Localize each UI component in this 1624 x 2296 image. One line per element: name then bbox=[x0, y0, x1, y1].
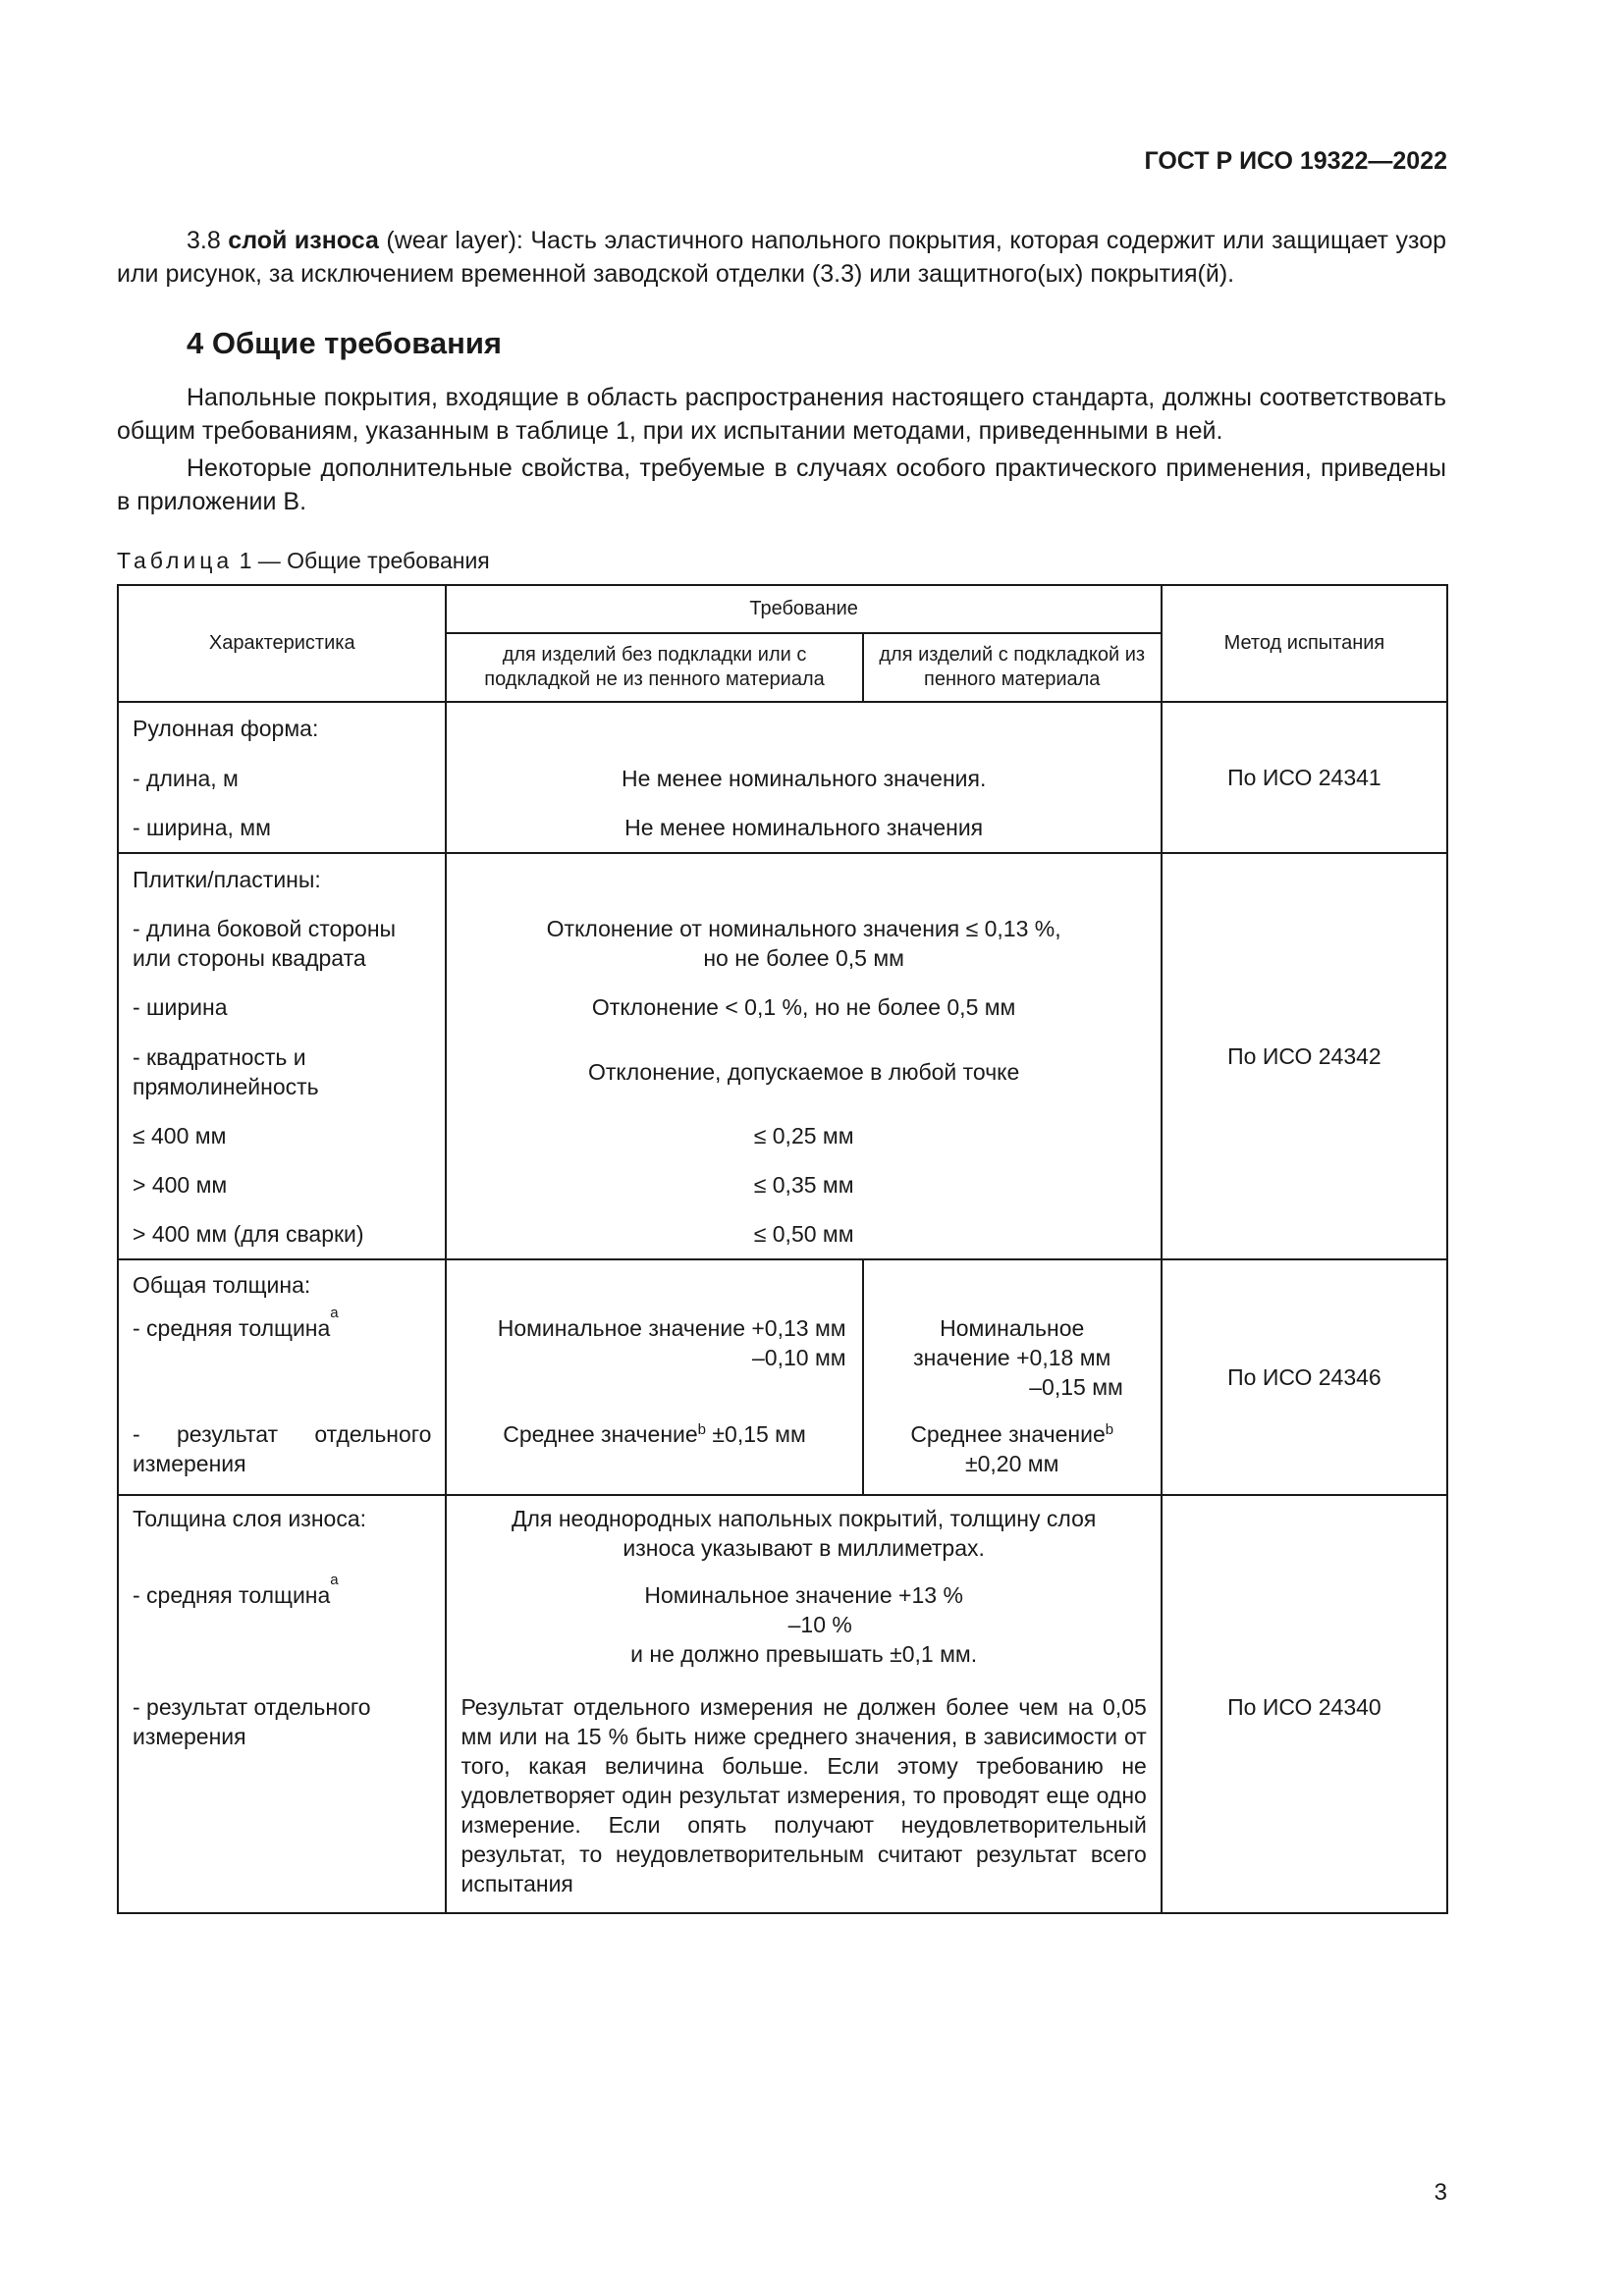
tiles-method: По ИСО 24342 bbox=[1162, 853, 1447, 1259]
wear-characteristics bbox=[118, 1495, 446, 1913]
header-req-no-foam: для изделий без подкладки или с подкладкой не из пенного материала bbox=[446, 633, 862, 702]
tiles-width-req: Отклонение < 0,1 %, но не более 0,5 мм bbox=[591, 994, 1016, 1020]
tiles-width-label: - ширина bbox=[133, 994, 228, 1020]
tiles-range2-req: ≤ 0,35 мм bbox=[753, 1172, 854, 1198]
table-caption bbox=[117, 548, 1446, 574]
term-definition bbox=[117, 224, 1446, 291]
tiles-range2-label: > 400 мм bbox=[133, 1172, 228, 1198]
requirements-table bbox=[117, 584, 1448, 1914]
tiles-side-label: - длина боковой стороны или стороны квадрата bbox=[133, 916, 397, 971]
paragraph-2: Некоторые дополнительные свойства, требуемые в случаях особого практического применения, приведены в приложении В. bbox=[117, 454, 1446, 515]
tiles-requirements bbox=[446, 853, 1161, 1259]
term-name: слой износа bbox=[228, 227, 379, 254]
table-row-roll bbox=[118, 702, 1447, 853]
tiles-square-req: Отклонение, допускаемое в любой точке bbox=[587, 1059, 1020, 1085]
thickness-method: По ИСО 24346 bbox=[1162, 1259, 1447, 1495]
header-characteristic: Характеристика bbox=[118, 585, 446, 702]
header-req-foam: для изделий с подкладкой из пенного материала bbox=[863, 633, 1162, 702]
thickness-single-label: - результат отдельного измерения bbox=[133, 1421, 432, 1476]
tiles-range3-req: ≤ 0,50 мм bbox=[753, 1221, 854, 1247]
thickness-req-foam bbox=[863, 1259, 1162, 1495]
roll-width-req: Не менее номинального значения bbox=[624, 815, 984, 840]
tiles-range3-label: > 400 мм (для сварки) bbox=[133, 1221, 364, 1247]
table-row-wear-layer bbox=[118, 1495, 1447, 1913]
document-code: ГОСТ Р ИСО 19322—2022 bbox=[1144, 147, 1447, 175]
roll-characteristics bbox=[118, 702, 446, 853]
thickness-avg-req-no-foam: Номинальное значение +0,13 мм –0,10 мм bbox=[497, 1315, 846, 1370]
tiles-range1-label: ≤ 400 мм bbox=[133, 1123, 227, 1148]
tiles-side-req-line2: но не более 0,5 мм bbox=[703, 945, 904, 971]
page-content bbox=[117, 224, 1446, 1914]
roll-title: Рулонная форма: bbox=[133, 716, 319, 741]
header-method: Метод испытания bbox=[1162, 585, 1447, 702]
tiles-characteristics bbox=[118, 853, 446, 1259]
section-title: 4 Общие требования bbox=[187, 326, 502, 360]
thickness-avg-req-foam: Номинальное значение +0,18 мм –0,15 мм bbox=[913, 1315, 1123, 1400]
thickness-characteristics bbox=[118, 1259, 446, 1495]
table-row-thickness bbox=[118, 1259, 1447, 1495]
header-requirement: Требование bbox=[446, 585, 1161, 633]
thickness-title: Общая толщина: bbox=[133, 1272, 311, 1298]
wear-single-label: - результат отдельного измерения bbox=[133, 1694, 371, 1749]
thickness-single-req-foam: Среднее значение$^b$ ±0,20 мм bbox=[910, 1421, 1114, 1476]
term-number: 3.8 bbox=[187, 227, 221, 254]
paragraph-1: Напольные покрытия, входящие в область распространения настоящего стандарта, должны соответствовать общим требованиям, указанным в таблице 1, при их испытании методами, приведенными в ней. bbox=[117, 384, 1446, 445]
table-caption-text: 1 — Общие требования bbox=[239, 548, 490, 573]
roll-width-label: - ширина, мм bbox=[133, 815, 271, 840]
wear-title-req: Для неоднородных напольных покрытий, толщину слоя износа указывают в миллиметрах. bbox=[511, 1506, 1097, 1561]
tiles-title: Плитки/пластины: bbox=[133, 867, 321, 892]
table-row-tiles bbox=[118, 853, 1447, 1259]
thickness-single-req-no-foam: Среднее значение$^b$ ±0,15 мм bbox=[503, 1421, 806, 1447]
wear-method: По ИСО 24340 bbox=[1162, 1495, 1447, 1913]
wear-title: Толщина слоя износа: bbox=[133, 1506, 366, 1531]
tiles-side-req-line1: Отклонение от номинального значения ≤ 0,13 %, bbox=[546, 916, 1061, 941]
thickness-req-no-foam bbox=[446, 1259, 862, 1495]
table-caption-label: Таблица bbox=[117, 548, 234, 573]
roll-length-label: - длина, м bbox=[133, 766, 239, 791]
wear-avg-req: Номинальное значение +13 % –10 % и не должно превышать ±0,1 мм. bbox=[630, 1582, 978, 1667]
tiles-side-req bbox=[447, 905, 1160, 982]
tiles-range1-req: ≤ 0,25 мм bbox=[753, 1123, 854, 1148]
roll-length-req: Не менее номинального значения. bbox=[621, 766, 987, 791]
thickness-avg-label: - средняя толщина a bbox=[133, 1305, 339, 1341]
tiles-square-label: - квадратность и прямолинейность bbox=[133, 1044, 319, 1099]
wear-requirements bbox=[446, 1495, 1161, 1913]
term-text: (wear layer): Часть эластичного напольного покрытия, которая содержит или защищает узор или рисунок, за исключением временной заводской отделки (3.3) или защитного(ых) покрытия(й). bbox=[117, 227, 1447, 288]
page-number: 3 bbox=[1434, 2179, 1447, 2206]
wear-avg-label: - средняя толщина a bbox=[133, 1572, 339, 1608]
wear-single-req: Результат отдельного измерения не должен более чем на 0,05 мм или на 15 % быть ниже среднего значения, в зависимости от того, какая величина больше. Если этому требованию не удовлетворяет один результат измерения, то проводят еще одно измерение. Если опять получают неудовлетворительный результат, то неудовлетворительным считают результат всего испытания bbox=[460, 1694, 1147, 1896]
roll-requirements bbox=[446, 702, 1161, 853]
roll-method: По ИСО 24341 bbox=[1162, 702, 1447, 853]
